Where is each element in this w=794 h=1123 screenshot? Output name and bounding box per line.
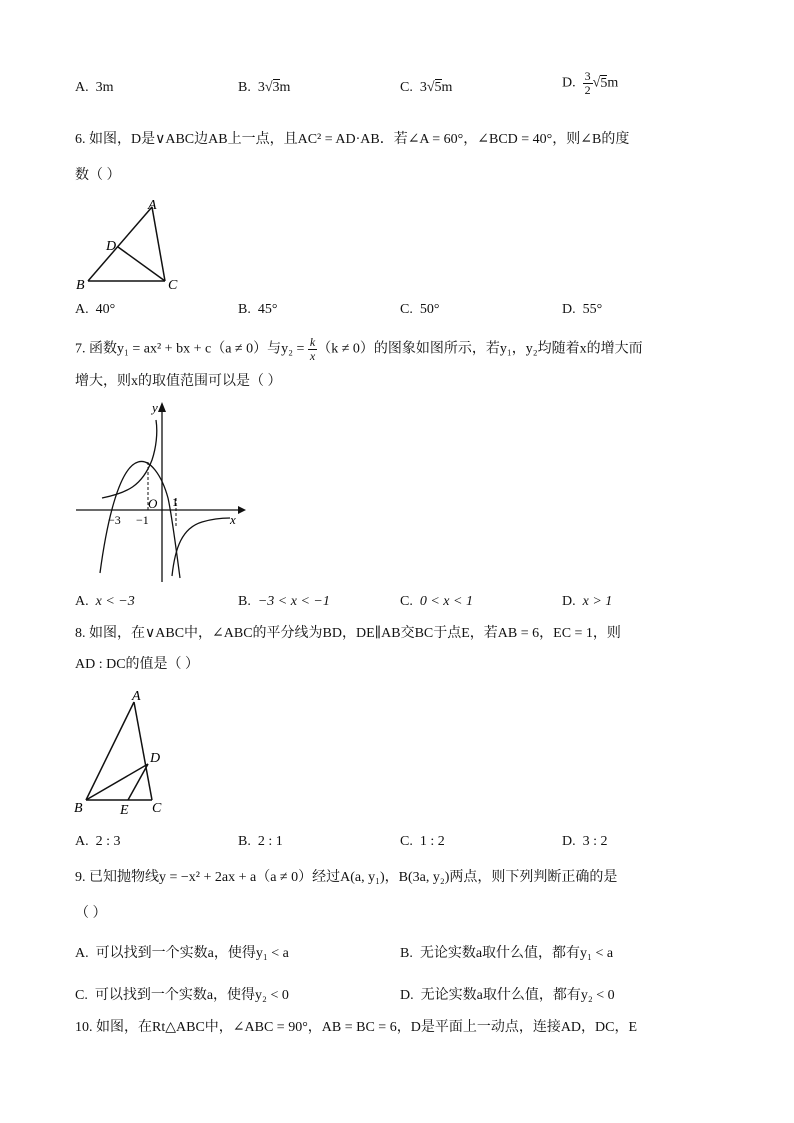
q8-option-b: B. 2 : 1 — [238, 834, 283, 849]
label-c: C — [168, 278, 178, 293]
tick-label-neg3: −3 — [108, 513, 121, 527]
axis-label-y: y — [152, 400, 158, 415]
q8-triangle-figure — [72, 688, 182, 822]
q7-option-d: D. x > 1 — [562, 594, 613, 609]
fraction: $\frac{3}{2}$ — [584, 69, 591, 97]
label-a: A — [148, 198, 157, 213]
label-d: D — [150, 751, 161, 766]
q6-stem-line1: 6. 如图，D是∨ABC边AB上一点，且AC² = AD·AB．若∠A = 60°，∠BCD = 40°，则∠B的度 — [75, 132, 630, 147]
q5-option-a: A. 3m — [75, 80, 114, 95]
q5-option-b: B. 3√3m — [238, 80, 291, 95]
q6-stem-line2: 数（ ） — [75, 168, 121, 183]
q6-option-b: B. 45° — [238, 302, 278, 317]
label-a: A — [132, 689, 141, 704]
label-b: B — [74, 801, 83, 816]
q8-stem-line1: 8. 如图，在∨ABC中，∠ABC的平分线为BD，DE∥AB交BC于点E，若AB = 6，EC = 1，则 — [75, 626, 621, 641]
label-d: D — [106, 239, 117, 254]
axis-label-x: x — [230, 512, 236, 527]
q6-triangle-figure — [70, 195, 190, 295]
tick-label-neg1: −1 — [136, 513, 149, 527]
q7-option-b: B. −3 < x < −1 — [238, 594, 330, 609]
q8-option-d: D. 3 : 2 — [562, 834, 608, 849]
q9-option-b: B. 无论实数a取什么值，都有y₁ < a — [400, 946, 614, 961]
q7-option-c: C. 0 < x < 1 — [400, 594, 473, 609]
q8-option-a: A. 2 : 3 — [75, 834, 121, 849]
label-b: B — [76, 278, 85, 293]
q7-stem-line2: 增大，则x的取值范围可以是（ ） — [75, 374, 282, 389]
q6-option-d: D. 55° — [562, 302, 603, 317]
q6-option-c: C. 50° — [400, 302, 440, 317]
fraction: $\frac{k}{x}$ — [309, 335, 316, 363]
q9-option-d: D. 无论实数a取什么值，都有y₂ < 0 — [400, 988, 615, 1003]
label-c: C — [152, 801, 162, 816]
q9-option-a: A. 可以找到一个实数a，使得y₁ < a — [75, 946, 289, 961]
q7-stem-line1: 7. 函数y₁ = ax² + bx + c（a ≠ 0）与y₂ = $\frac{k}{x}$ （k ≠ 0）的图象如图所示，若y₁，y₂均随着x的增大而 — [75, 335, 643, 363]
q9-stem-line1: 9. 已知抛物线y = −x² + 2ax + a（a ≠ 0）经过A(a, y₁)，B(3a, y₂)两点，则下列判断正确的是 — [75, 870, 618, 885]
q8-stem-line2: AD : DC的值是（ ） — [75, 657, 200, 672]
label-e: E — [120, 803, 129, 818]
q9-option-c: C. 可以找到一个实数a，使得y₂ < 0 — [75, 988, 289, 1003]
q9-stem-line2: （ ） — [75, 906, 107, 921]
q5-option-d: D. $\frac{3}{2}$ √5m — [562, 69, 619, 97]
tick-label-1: 1 — [172, 495, 178, 509]
q7-function-graph — [72, 398, 252, 588]
q8-option-c: C. 1 : 2 — [400, 834, 445, 849]
q10-stem-line1: 10. 如图，在Rt△ABC中，∠ABC = 90°，AB = BC = 6，D是平面上一动点，连接AD，DC，E — [75, 1020, 638, 1035]
q7-option-a: A. x < −3 — [75, 594, 135, 609]
q6-option-a: A. 40° — [75, 302, 116, 317]
origin-label: O — [148, 496, 158, 511]
q5-option-c: C. 3√5m — [400, 80, 453, 95]
